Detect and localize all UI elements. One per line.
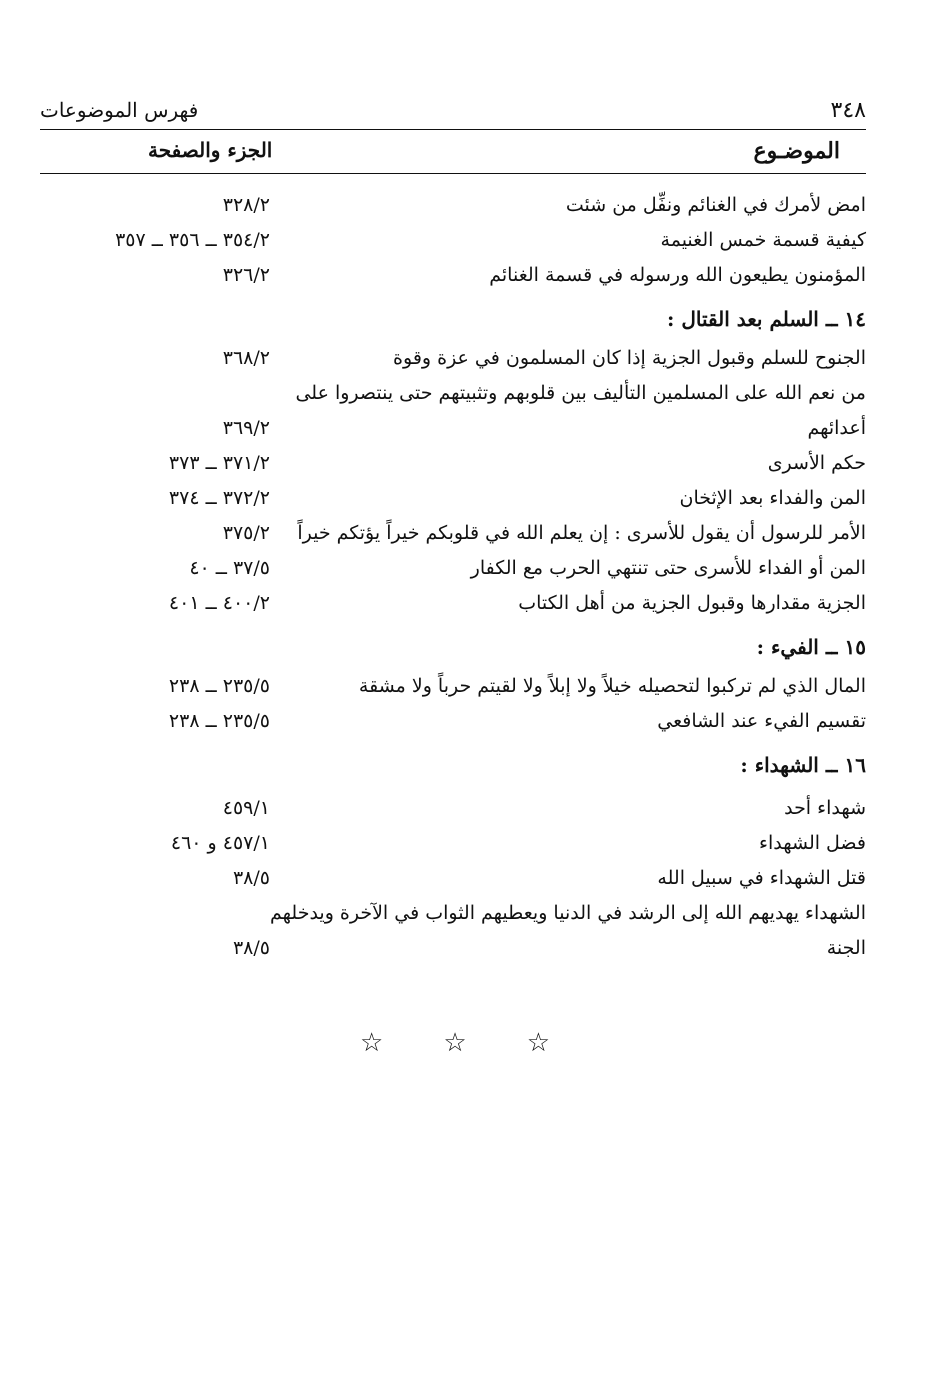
column-header-rule bbox=[40, 173, 866, 174]
entry-reference: ٤٥٧/١ و ٤٦٠ bbox=[170, 832, 270, 854]
section-heading bbox=[40, 749, 866, 789]
entry-topic: المن أو الفداء للأسرى حتى تنتهي الحرب مع الكفار bbox=[470, 557, 866, 579]
index-entry bbox=[40, 588, 866, 623]
entry-topic: الجزية مقدارها وقبول الجزية من أهل الكتاب bbox=[518, 592, 866, 614]
index-entry bbox=[40, 706, 866, 741]
page-number: ٣٤٨ bbox=[830, 98, 866, 123]
entry-reference: ٣٧٢/٢ ــ ٣٧٤ bbox=[168, 487, 270, 509]
entry-reference: ٢٣٥/٥ ــ ٢٣٨ bbox=[168, 675, 270, 697]
entry-topic: امض لأمرك في الغنائم ونفِّل من شئت bbox=[565, 194, 866, 216]
entry-topic: المال الذي لم تركبوا لتحصيله خيلاً ولا إبلاً ولا لقيتم حرباً ولا مشقة bbox=[358, 675, 866, 697]
entry-reference: ٤٥٩/١ bbox=[222, 797, 270, 819]
entry-reference: ٣٦٩/٢ bbox=[222, 417, 270, 439]
entry-reference: ٣٨/٥ bbox=[232, 867, 270, 889]
index-entry bbox=[40, 260, 866, 295]
index-entry bbox=[40, 343, 866, 378]
entry-topic: الجنوح للسلم وقبول الجزية إذا كان المسلمون في عزة وقوة bbox=[393, 347, 866, 369]
entry-reference: ٤٠٠/٢ ــ ٤٠١ bbox=[168, 592, 270, 614]
section-heading-text: ١٤ ــ السلم بعد القتال : bbox=[667, 307, 866, 331]
entry-topic-continuation: الجنة bbox=[826, 937, 866, 959]
index-entry bbox=[40, 863, 866, 898]
entry-topic: تقسيم الفيء عند الشافعي bbox=[657, 710, 866, 732]
section-heading-text: ١٦ ــ الشهداء : bbox=[740, 753, 866, 777]
entry-reference: ٢٣٥/٥ ــ ٢٣٨ bbox=[168, 710, 270, 732]
running-head bbox=[40, 98, 866, 130]
header-rule bbox=[40, 129, 866, 130]
entry-topic: الشهداء يهديهم الله إلى الرشد في الدنيا ويعطيهم الثواب في الآخرة ويدخلهم bbox=[270, 902, 866, 924]
index-entry bbox=[40, 793, 866, 828]
entry-reference: ٣٢٨/٢ bbox=[222, 194, 270, 216]
entry-topic: قتل الشهداء في سبيل الله bbox=[657, 867, 866, 889]
entry-topic: كيفية قسمة خمس الغنيمة bbox=[660, 229, 866, 251]
closing-ornament bbox=[360, 1028, 550, 1058]
entry-topic: حكم الأسرى bbox=[767, 452, 866, 474]
index-entry bbox=[40, 448, 866, 483]
entry-topic: الأمر للرسول أن يقول للأسرى : إن يعلم الله في قلوبكم خيراً يؤتكم خيراً bbox=[297, 522, 866, 544]
reference-column-header: الجزء والصفحة bbox=[148, 138, 273, 162]
index-entry bbox=[40, 671, 866, 706]
entry-topic-continuation: أعدائهم bbox=[807, 417, 866, 439]
entry-reference: ٣٥٤/٢ ــ ٣٥٦ ــ ٣٥٧ bbox=[115, 229, 270, 251]
column-headers bbox=[40, 138, 866, 172]
index-entry bbox=[40, 518, 866, 553]
star-icon: ☆ bbox=[526, 1028, 550, 1058]
entry-topic: شهداء أحد bbox=[784, 797, 866, 819]
entry-topic: من نعم الله على المسلمين التأليف بين قلوبهم وتثبيتهم حتى ينتصروا على bbox=[295, 382, 866, 404]
index-entry bbox=[40, 828, 866, 863]
entry-reference: ٣٧٥/٢ bbox=[222, 522, 270, 544]
index-entry bbox=[40, 225, 866, 260]
entry-reference: ٣٢٦/٢ bbox=[222, 264, 270, 286]
star-icon: ☆ bbox=[360, 1028, 384, 1058]
index-entry bbox=[40, 483, 866, 518]
index-entry bbox=[40, 898, 866, 968]
index-entry bbox=[40, 553, 866, 588]
section-heading-text: ١٥ ــ الفيء : bbox=[756, 635, 866, 659]
entry-topic: المن والفداء بعد الإثخان bbox=[679, 487, 866, 509]
index-entries bbox=[40, 190, 866, 968]
entry-reference: ٣٦٨/٢ bbox=[222, 347, 270, 369]
entry-topic: فضل الشهداء bbox=[759, 832, 866, 854]
entry-reference: ٣٨/٥ bbox=[232, 937, 270, 959]
index-entry bbox=[40, 378, 866, 448]
section-heading bbox=[40, 303, 866, 343]
entry-topic: المؤمنون يطيعون الله ورسوله في قسمة الغنائم bbox=[489, 264, 866, 286]
topic-column-header: الموضـوع bbox=[753, 138, 840, 164]
section-heading bbox=[40, 631, 866, 671]
entry-reference: ٣٧١/٢ ــ ٣٧٣ bbox=[168, 452, 270, 474]
entry-reference: ٣٧/٥ ــ ٤٠ bbox=[189, 557, 270, 579]
star-icon: ☆ bbox=[443, 1028, 467, 1058]
index-entry bbox=[40, 190, 866, 225]
section-title: فهرس الموضوعات bbox=[40, 98, 199, 122]
